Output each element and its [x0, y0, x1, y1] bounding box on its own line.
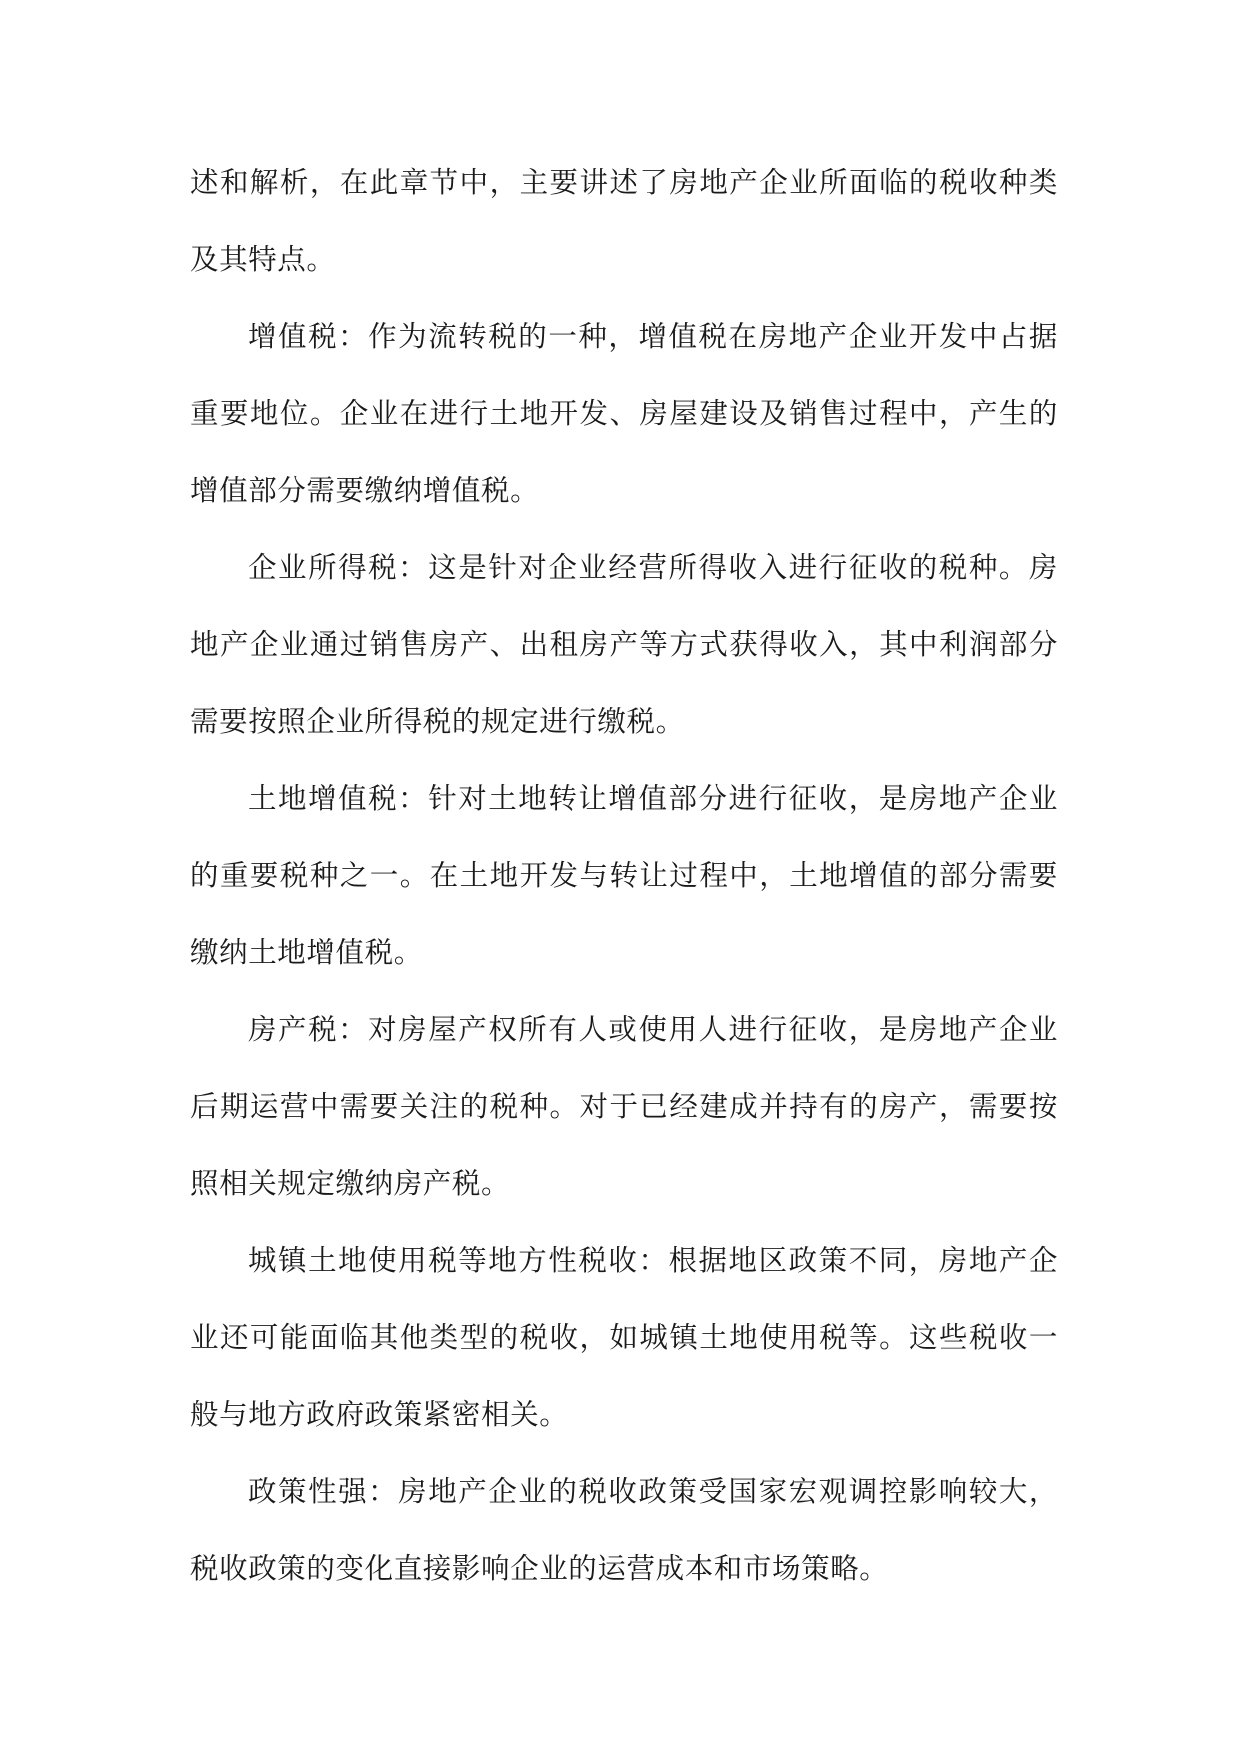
paragraph-property-tax: 房产税：对房屋产权所有人或使用人进行征收，是房地产企业后期运营中需要关注的税种。对于已经建成并持有的房产，需要按照相关规定缴纳房产税。	[190, 1013, 1058, 1200]
paragraph-intro-continuation: 述和解析，在此章节中，主要讲述了房地产企业所面临的税收种类及其特点。	[190, 166, 1058, 276]
paragraph-policy-sensitivity: 政策性强：房地产企业的税收政策受国家宏观调控影响较大，税收政策的变化直接影响企业的运营成本和市场策略。	[190, 1475, 1058, 1585]
paragraph-land-appreciation-tax: 土地增值税：针对土地转让增值部分进行征收，是房地产企业的重要税种之一。在土地开发与转让过程中，土地增值的部分需要缴纳土地增值税。	[190, 782, 1058, 969]
document-body	[190, 144, 1058, 1607]
paragraph-corporate-income-tax: 企业所得税：这是针对企业经营所得收入进行征收的税种。房地产企业通过销售房产、出租房产等方式获得收入，其中利润部分需要按照企业所得税的规定进行缴税。	[190, 551, 1058, 738]
paragraph-urban-land-use-tax: 城镇土地使用税等地方性税收：根据地区政策不同，房地产企业还可能面临其他类型的税收，如城镇土地使用税等。这些税收一般与地方政府政策紧密相关。	[190, 1244, 1058, 1431]
paragraph-vat: 增值税：作为流转税的一种，增值税在房地产企业开发中占据重要地位。企业在进行土地开发、房屋建设及销售过程中，产生的增值部分需要缴纳增值税。	[190, 320, 1058, 507]
